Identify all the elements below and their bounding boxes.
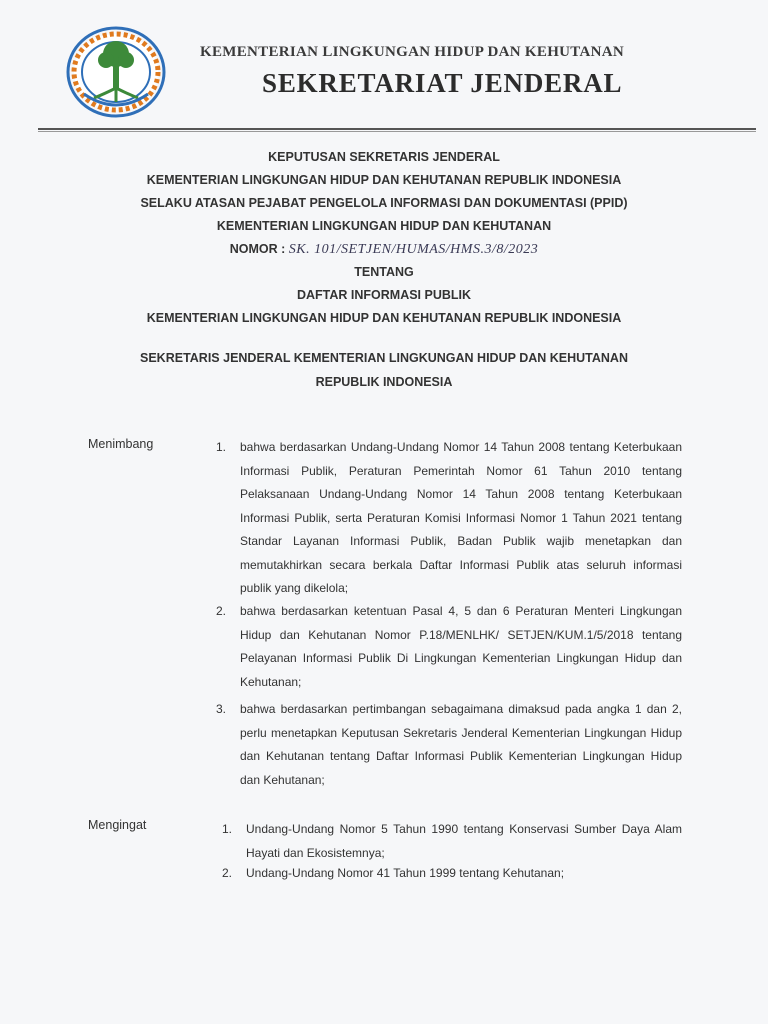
item-number: 1. (215, 440, 226, 454)
item-number: 2. (215, 604, 226, 618)
item-text: bahwa berdasarkan ketentuan Pasal 4, 5 dan 6 Peraturan Menteri Lingkungan Hidup dan Kehutanan Nomor P.18/MENLHK/ SETJEN/KUM.1/5/2018 tentang Pelayanan Informasi Publik Di Lingkungan Kementerian Lingkungan Hidup dan Kehutanan; (240, 604, 682, 689)
mengingat-label: Mengingat (88, 818, 147, 832)
letterhead-rule-thin (38, 131, 756, 132)
decree-tentang: TENTANG (354, 265, 414, 279)
decree-title (80, 146, 688, 330)
mengingat-item-2 (212, 862, 682, 886)
ministry-logo-icon (64, 24, 168, 120)
nomor-label: NOMOR : (229, 242, 286, 256)
issuer-line-2: REPUBLIK INDONESIA (315, 375, 453, 389)
item-text: Undang-Undang Nomor 41 Tahun 1999 tentang Kehutanan; (246, 866, 565, 880)
issuer-heading (80, 346, 688, 394)
nomor-value: SK. 101/SETJEN/HUMAS/HMS.3/8/2023 (288, 242, 539, 257)
decree-line-4: KEMENTERIAN LINGKUNGAN HIDUP DAN KEHUTANAN (216, 219, 552, 233)
item-text: bahwa berdasarkan Undang-Undang Nomor 14 Tahun 2008 tentang Keterbukaan Informasi Publik, Peraturan Pemerintah Nomor 61 Tahun 2010 tentang Pelaksanaan Undang-Undang Nomor 14 Tahun 2008 tentang Keterbukaan Informasi Publik, serta Peraturan Komisi Informasi Nomor 1 Tahun 2021 tentang Standar Layanan Informasi Publik, Badan Publik wajib menetapkan dan memutakhirkan secara berkala Daftar Informasi Publik atas seluruh informasi publik yang dikelola; (240, 440, 682, 595)
decree-subject-2: KEMENTERIAN LINGKUNGAN HIDUP DAN KEHUTANAN REPUBLIK INDONESIA (146, 311, 622, 325)
item-number: 3. (215, 702, 226, 716)
menimbang-item-3 (206, 698, 682, 793)
item-text: Undang-Undang Nomor 5 Tahun 1990 tentang Konservasi Sumber Daya Alam Hayati dan Ekosistemnya; (246, 822, 682, 860)
letterhead-rule (38, 128, 756, 130)
item-number: 1. (221, 822, 232, 836)
menimbang-item-1 (206, 436, 682, 601)
item-number: 2. (221, 866, 232, 880)
decree-line-3: SELAKU ATASAN PEJABAT PENGELOLA INFORMASI DAN DOKUMENTASI (PPID) (140, 196, 628, 210)
menimbang-label: Menimbang (88, 437, 154, 451)
issuer-line-1: SEKRETARIS JENDERAL KEMENTERIAN LINGKUNGAN HIDUP DAN KEHUTANAN (140, 351, 628, 365)
decree-subject-1: DAFTAR INFORMASI PUBLIK (296, 288, 472, 302)
decree-nomor (80, 238, 688, 261)
mengingat-item-1 (212, 818, 682, 866)
letterhead-office: SEKRETARIAT JENDERAL (262, 68, 623, 98)
item-text: bahwa berdasarkan pertimbangan sebagaimana dimaksud pada angka 1 dan 2, perlu menetapkan Keputusan Sekretaris Jenderal Kementerian Lingkungan Hidup dan Kehutanan tentang Daftar Informasi Publik Kementerian Lingkungan Hidup dan Kehutanan; (240, 702, 682, 787)
letterhead-ministry: KEMENTERIAN LINGKUNGAN HIDUP DAN KEHUTANAN (200, 44, 625, 60)
decree-line-1: KEPUTUSAN SEKRETARIS JENDERAL (268, 150, 500, 164)
menimbang-item-2 (206, 600, 682, 695)
decree-line-2: KEMENTERIAN LINGKUNGAN HIDUP DAN KEHUTANAN REPUBLIK INDONESIA (146, 173, 622, 187)
